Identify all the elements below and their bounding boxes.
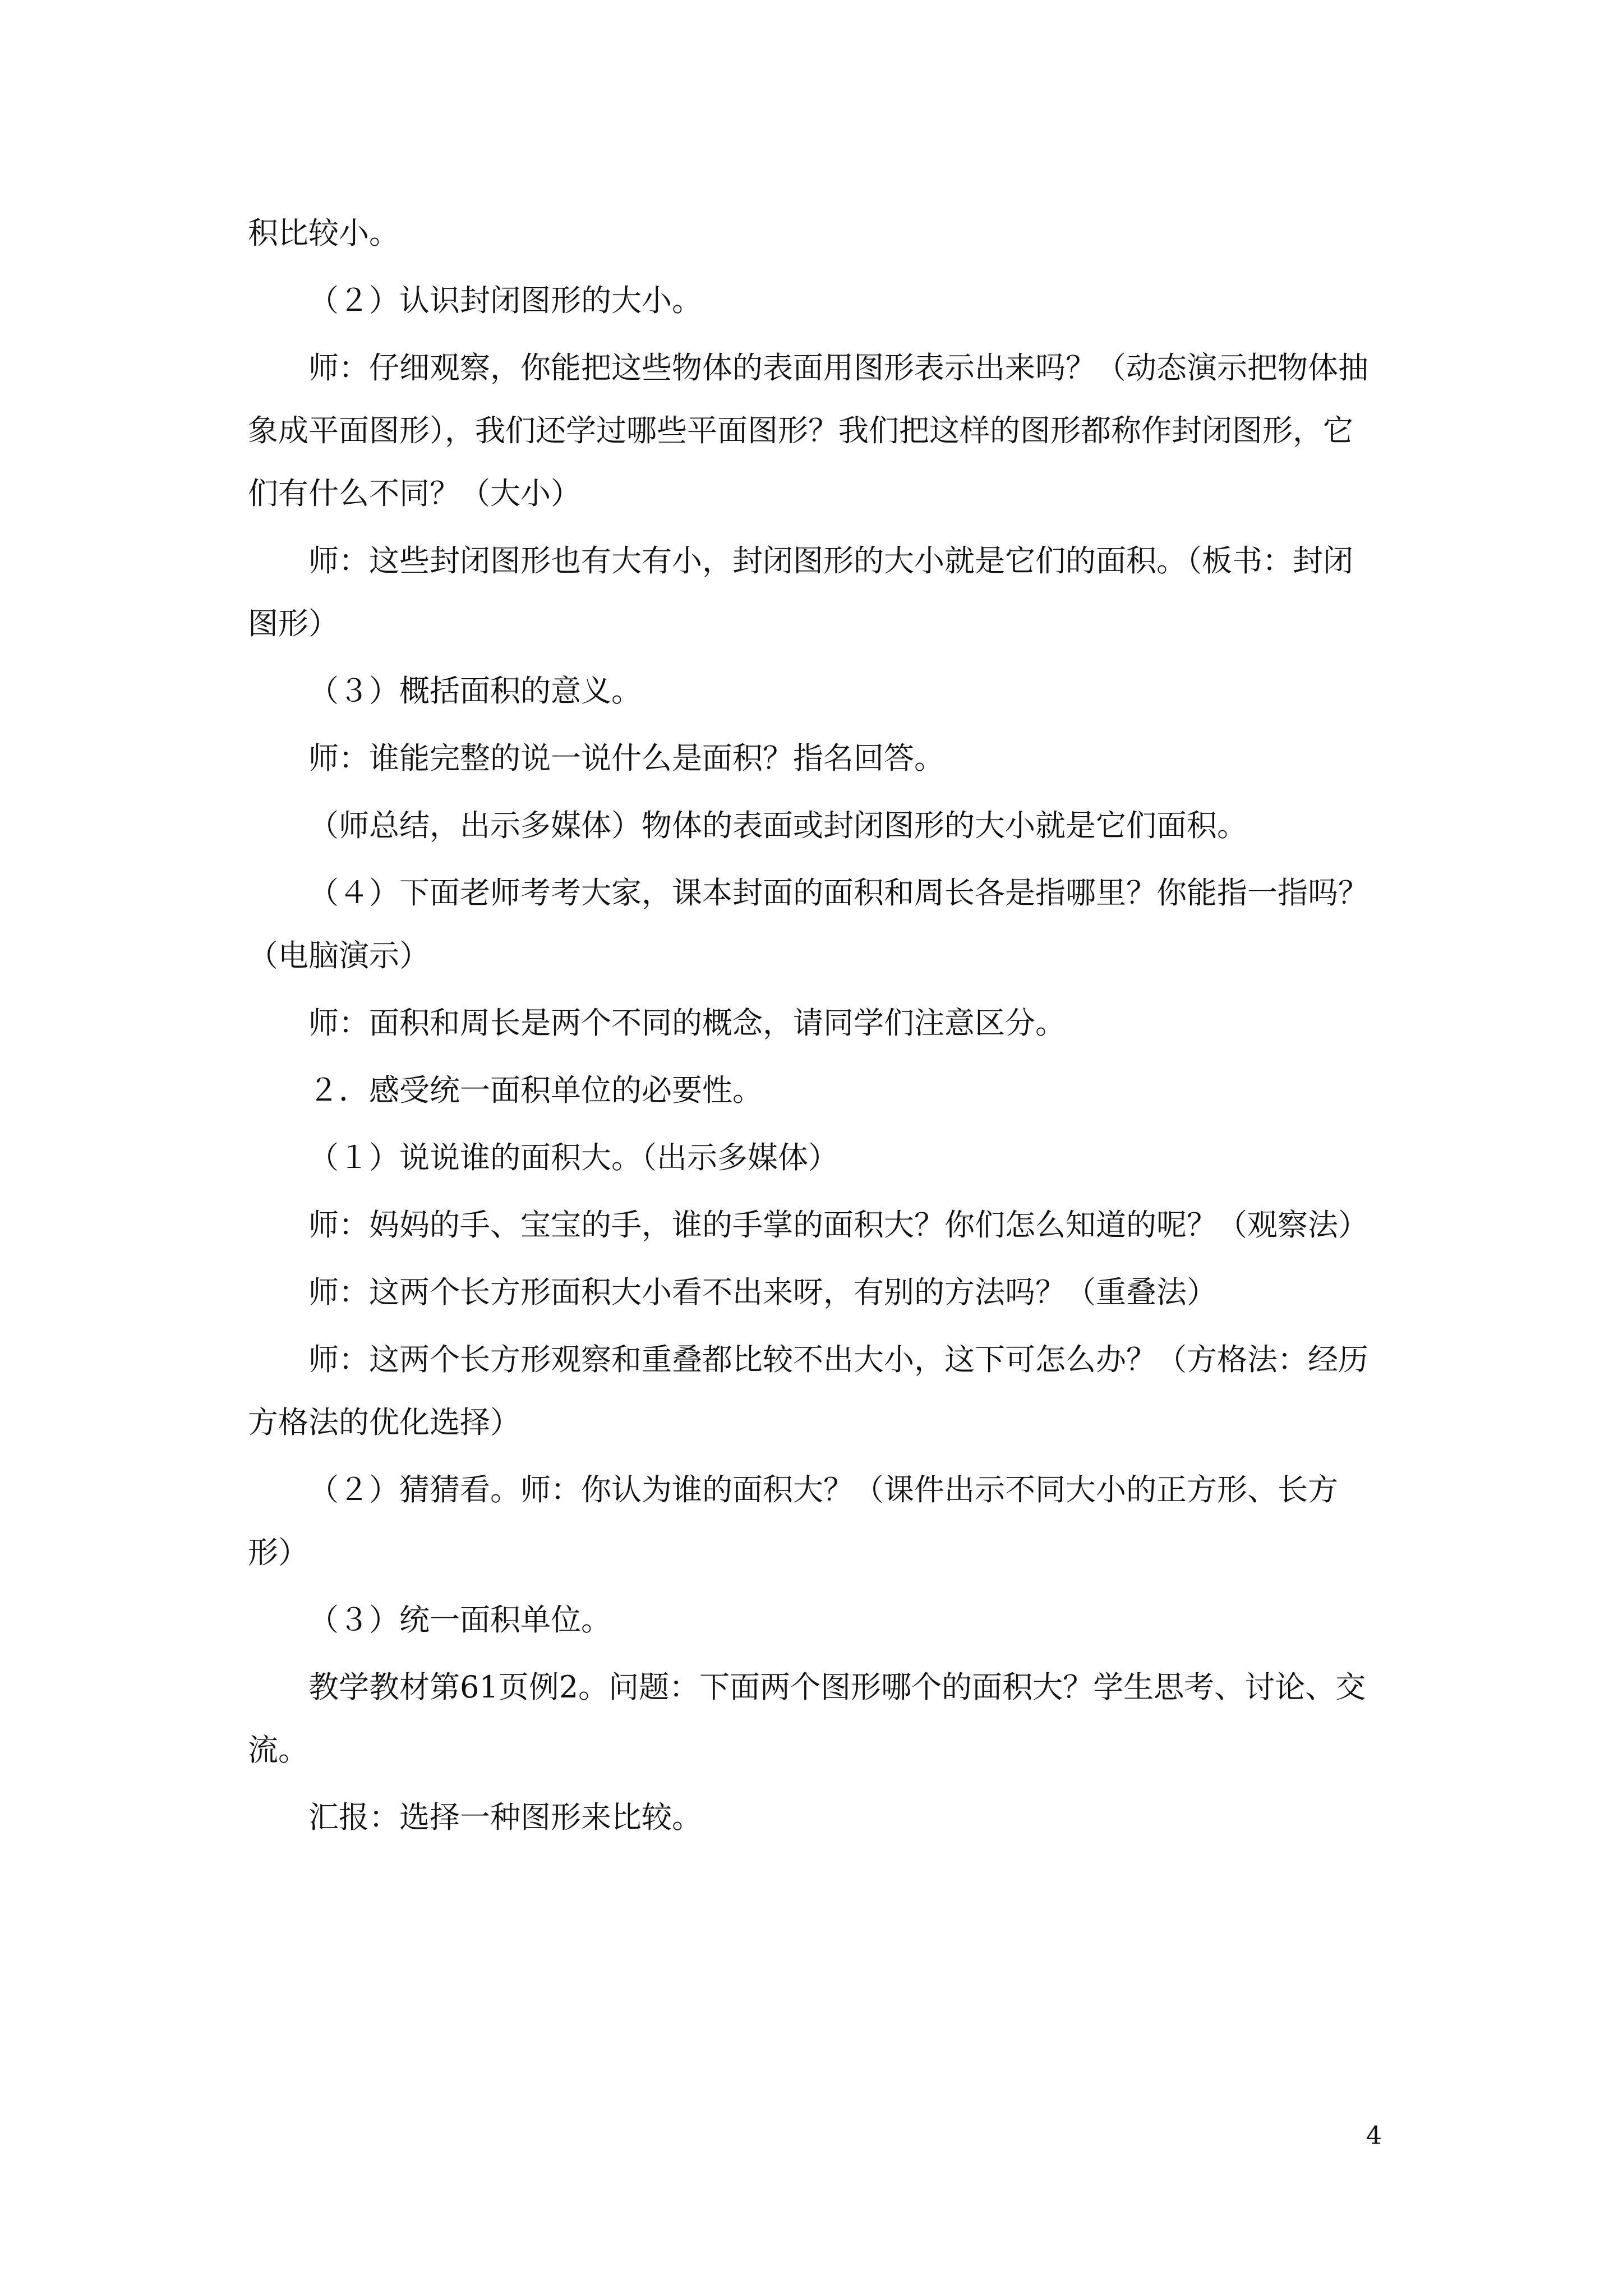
paragraph: 汇报：选择一种图形来比较。 [308, 1800, 702, 1835]
paragraph: 师：这些封闭图形也有大有小，封闭图形的大小就是它们的面积。（板书：封闭图形） [248, 543, 1353, 641]
page-number: 4 [1366, 2122, 1382, 2150]
paragraph: 师：妈妈的手、宝宝的手，谁的手掌的面积大？你们怎么知道的呢？（观察法） [308, 1207, 1368, 1243]
paragraph: （１）说说谁的面积大。（出示多媒体） [308, 1140, 838, 1175]
paragraph: （２）认识封闭图形的大小。 [308, 283, 702, 318]
paragraph: （师总结，出示多媒体）物体的表面或封闭图形的大小就是它们面积。 [308, 808, 1247, 843]
paragraph: （２）猜猜看。师：你认为谁的面积大？（课件出示不同大小的正方形、长方形） [248, 1472, 1338, 1570]
paragraph: 师：仔细观察，你能把这些物体的表面用图形表示出来吗？（动态演示把物体抽象成平面图形），我们还学过哪些平面图形？我们把这样的图形都称作封闭图形，它们有什么不同？（大小） [248, 350, 1368, 511]
paragraph: 师：面积和周长是两个不同的概念，请同学们注意区分。 [308, 1005, 1066, 1041]
paragraph: 师：这两个长方形观察和重叠都比较不出大小，这下可怎么办？（方格法：经历方格法的优化选择） [248, 1342, 1368, 1440]
paragraph: 师：这两个长方形面积大小看不出来呀，有别的方法吗？（重叠法） [308, 1274, 1217, 1310]
paragraph: （３）统一面积单位。 [308, 1602, 611, 1637]
paragraph: ２．感受统一面积单位的必要性。 [308, 1073, 763, 1108]
paragraph: 积比较小。 [248, 215, 399, 251]
paragraph: 教学教材第61页例2。问题：下面两个图形哪个的面积大？学生思考、讨论、交流。 [248, 1669, 1366, 1768]
paragraph: 师：谁能完整的说一说什么是面积？指名回答。 [308, 740, 944, 776]
paragraph: （４）下面老师考考大家，课本封面的面积和周长各是指哪里？你能指一指吗？（电脑演示） [248, 875, 1368, 973]
paragraph: （３）概括面积的意义。 [308, 673, 642, 708]
body-text [248, 202, 1381, 1853]
